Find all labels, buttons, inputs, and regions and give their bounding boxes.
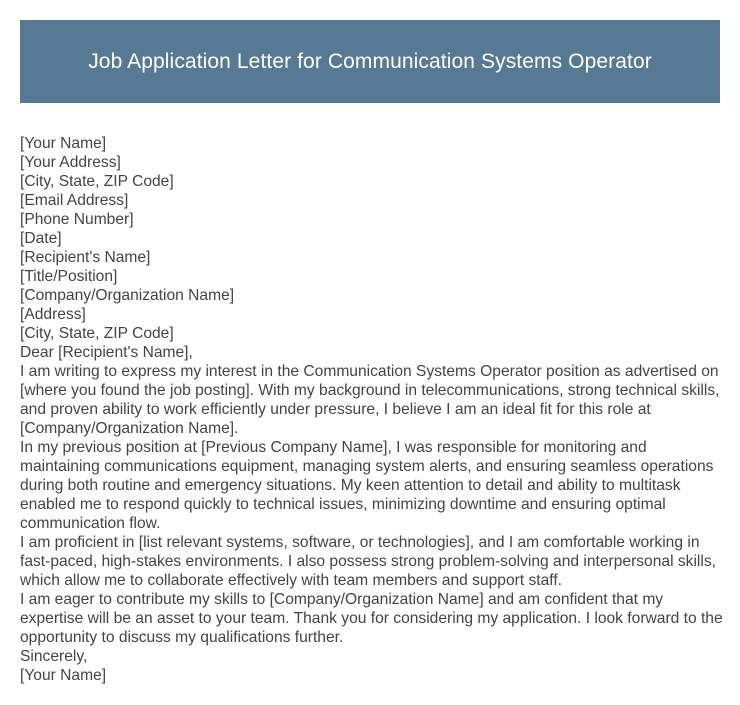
recipient-block bbox=[20, 248, 725, 343]
paragraph-intro: I am writing to express my interest in the Communication Systems Operator position as advertised on [where you found the job posting]. With my background in telecommunications, strong technical skills, and proven ability to work efficiently under pressure, I believe I am an ideal fit for this role at [Company/Organization Name]. bbox=[20, 363, 720, 437]
signature: [Your Name] bbox=[20, 667, 107, 684]
closing: Sincerely, bbox=[20, 648, 88, 665]
sender-name: [Your Name] bbox=[20, 135, 107, 152]
recipient-city-state-zip: [City, State, ZIP Code] bbox=[20, 325, 174, 342]
recipient-company: [Company/Organization Name] bbox=[20, 287, 235, 304]
letter-body bbox=[20, 134, 725, 685]
recipient-title: [Title/Position] bbox=[20, 268, 118, 285]
paragraph-experience: In my previous position at [Previous Company Name], I was responsible for monitoring and maintaining communications equipment, managing system alerts, and ensuring seamless operations during both routine and emergency situations. My keen attention to detail and ability to multitask enabled me to respond quickly to technical issues, minimizing downtime and ensuring optimal communication flow. bbox=[20, 439, 714, 532]
recipient-name: [Recipient's Name] bbox=[20, 249, 151, 266]
sender-address: [Your Address] bbox=[20, 154, 121, 171]
paragraph-closing: I am eager to contribute my skills to [Company/Organization Name] and am confident that my expertise will be an asset to your team. Thank you for considering my application. I look forward to the opportunity to discuss my qualifications further. bbox=[20, 591, 723, 646]
salutation: Dear [Recipient's Name], bbox=[20, 344, 193, 361]
sender-city-state-zip: [City, State, ZIP Code] bbox=[20, 173, 174, 190]
page-title: Job Application Letter for Communication Systems Operator bbox=[88, 49, 652, 73]
sender-block bbox=[20, 134, 725, 248]
recipient-address: [Address] bbox=[20, 306, 86, 323]
sender-phone: [Phone Number] bbox=[20, 211, 134, 228]
letter-date: [Date] bbox=[20, 230, 62, 247]
sender-email: [Email Address] bbox=[20, 192, 129, 209]
paragraph-skills: I am proficient in [list relevant systems, software, or technologies], and I am comfortable working in fast-paced, high-stakes environments. I also possess strong problem-solving and interpersonal skills, which allow me to collaborate effectively with team members and support staff. bbox=[20, 534, 716, 589]
title-banner bbox=[20, 20, 720, 103]
